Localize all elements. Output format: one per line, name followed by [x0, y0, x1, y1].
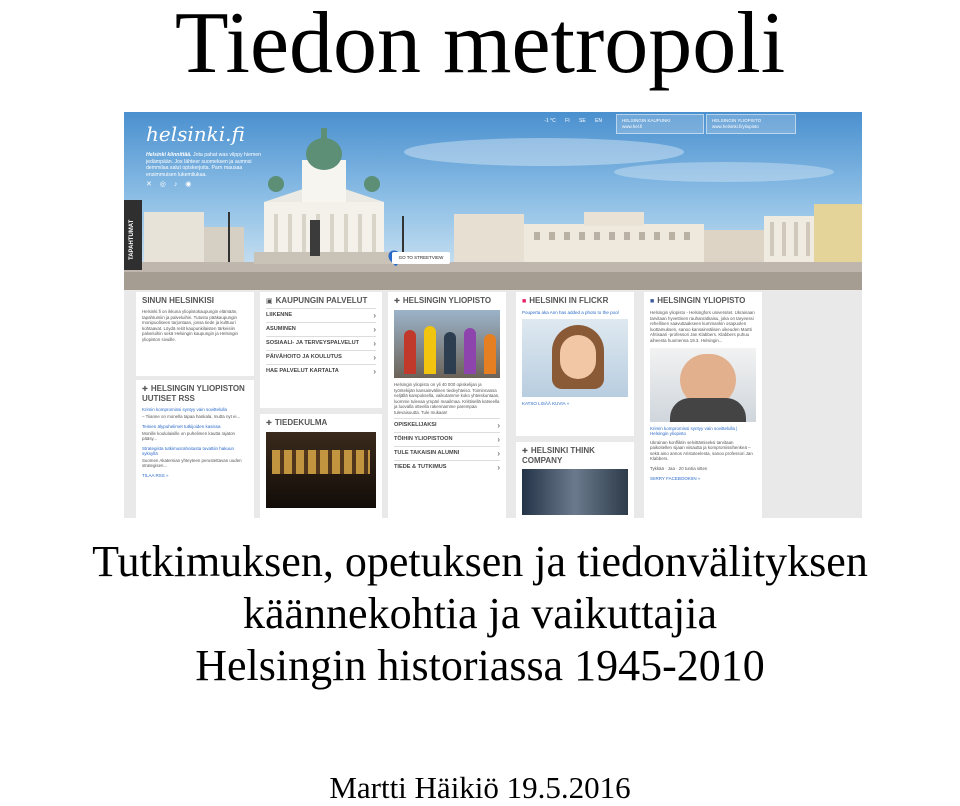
- tiedekulma-panel: [260, 414, 382, 518]
- menu-item[interactable]: TULE TAKAISIN ALUMNI ›: [394, 446, 500, 460]
- city-link-url: www.hel.fi: [622, 124, 643, 129]
- university-logo-icon: ✚: [394, 298, 400, 305]
- events-tab-label: TAPAHTUMAT: [129, 219, 135, 260]
- news-item[interactable]: Strategista tutkimusrahoitusta tuvattiin hakuun syksyllä: [142, 445, 235, 456]
- menu-item[interactable]: ASUMINEN ›: [266, 322, 376, 336]
- university-logo-icon: ✚: [522, 448, 528, 455]
- news-item: Suomen Akatemian yhteyteen perustettavan uuden strategisen...: [142, 457, 242, 469]
- uni-link-url: www.helsinki.fi/yliopisto: [712, 124, 759, 129]
- website-screenshot: [124, 112, 862, 518]
- city-link-title: HELSINGIN KAUPUNKI: [622, 118, 671, 123]
- intro-body: Jota pahat was vilppy hiemen jedämpään. Jos lähteer suomeksen ja aumnsi demmilaa salut opiskerjoita. Parn mausaa ensimmuisen lukemilukaa.: [146, 152, 262, 178]
- news-panel: [136, 380, 254, 518]
- uni-link-title: HELSINGIN YLIOPISTO: [712, 118, 762, 123]
- flickr-caption[interactable]: Pouperta aka Ann has added a photo to the pool: [522, 310, 619, 315]
- facebook-photo[interactable]: [650, 348, 756, 422]
- tiedekulma-photo[interactable]: [266, 432, 376, 508]
- subtitle-line: käännekohtia ja vaikuttajia: [242, 589, 718, 638]
- social-icons[interactable]: ✕ ◎ ♪ ◉: [146, 181, 195, 188]
- site-logo[interactable]: helsinki.fi: [146, 122, 245, 146]
- temperature: -1 °C: [544, 118, 556, 124]
- rss-more-link[interactable]: TILAA RSS »: [142, 472, 169, 478]
- menu-item[interactable]: SOSIAALI- JA TERVEYSPALVELUT ›: [266, 336, 376, 350]
- uni-link-box[interactable]: [706, 114, 796, 134]
- university-panel: [388, 292, 506, 518]
- flickr-photo[interactable]: [522, 319, 628, 397]
- flickr-icon: ■: [522, 298, 527, 305]
- think-heading: ✚ HELSINKI THINK COMPANY: [522, 446, 595, 465]
- subtitle-line: Tutkimuksen, opetuksen ja tiedonvälityksen: [92, 537, 868, 586]
- lang-fi[interactable]: FI: [565, 118, 570, 124]
- news-item: Monille koululaisille on puhelimen kautta rajaton pääsy...: [142, 430, 235, 442]
- facebook-text: Helsingin yliopisto - Helsingfors universitet. Ukrainaan tarvitaan hyvettinen rauhanratkaisu, joka on taryeessi rehellinen saavuttaakseen kummankin osapuolen luottamuksen, sanoo kansainvälisen oikeuden Martti Ahtisaari -professori Jan Klabbers. Klabbers puhuu aiheesta huomenna 19.3. Helsingin...: [650, 310, 755, 343]
- think-photo[interactable]: [522, 469, 628, 515]
- menu-item[interactable]: HAE PALVELUT KARTALTA ›: [266, 364, 376, 378]
- menu-item[interactable]: TIEDE & TUTKIMUS ›: [394, 460, 500, 474]
- city-link-box[interactable]: [616, 114, 704, 134]
- hero-banner: [124, 112, 862, 290]
- intro-text: [146, 152, 264, 178]
- flickr-heading: ■ HELSINKI IN FLICKR: [522, 296, 609, 305]
- news-item[interactable]: Teinien älypuhelimet tutkijoiden kasissa: [142, 423, 221, 429]
- facebook-likes[interactable]: Tykkää · Jaa · 20 tuntia sitten: [650, 465, 708, 471]
- intro-heading: Helsinki kiinnittää.: [146, 152, 192, 158]
- menu-item[interactable]: LIIKENNE ›: [266, 308, 376, 322]
- menu-item[interactable]: OPISKELIJAKSI ›: [394, 418, 500, 432]
- lang-en[interactable]: EN: [595, 118, 602, 124]
- university-menu: [388, 418, 506, 474]
- facebook-panel: [644, 292, 762, 518]
- city-services-panel: [260, 292, 382, 408]
- facebook-post-link[interactable]: Krimin kompromissi syntyy vain sovittelulla | Helsingin yliopisto: [650, 425, 738, 436]
- university-logo-icon: ✚: [142, 386, 148, 393]
- news-heading: ✚ HELSINGIN YLIOPISTON UUTISET RSS: [142, 384, 245, 403]
- events-side-tab[interactable]: [124, 200, 142, 270]
- streetview-button[interactable]: GO TO STREETVIEW: [392, 252, 450, 264]
- students-photo[interactable]: [394, 310, 500, 378]
- sinun-text: Helsinki.fi on ikkuna yliopistokaupungin elämään, tapahtumiin ja palveluihin. Tutustu pääkaupungin monipuoliseen tarjontaan, jossa tiede ja kulttuuri kohtaavat. Löydä reitit kaupunkilaisten tärkeisiin palveluihin sekä Helsingin kaupungin ja Helsingin yliopiston sivuille.: [142, 309, 238, 342]
- top-bar: [536, 118, 602, 124]
- author-date: Martti Häikiö 19.5.2016: [329, 770, 631, 805]
- think-company-panel: [516, 442, 634, 518]
- facebook-icon: ■: [650, 298, 655, 305]
- slide-subtitle: [0, 536, 960, 692]
- services-menu: [260, 308, 382, 378]
- news-item[interactable]: Krimin kompromissi syntyy vain sovittelulla: [142, 407, 228, 412]
- university-heading: ✚ HELSINGIN YLIOPISTO: [394, 296, 492, 305]
- tiedekulma-heading: ✚ TIEDEKULMA: [266, 418, 328, 427]
- slide-title: Tiedon metropoli: [174, 0, 786, 92]
- sinun-helsinki-panel: [136, 292, 254, 376]
- menu-item[interactable]: PÄIVÄHOITO JA KOULUTUS ›: [266, 350, 376, 364]
- university-logo-icon: ✚: [266, 420, 272, 427]
- flickr-more-link[interactable]: KATSO LISÄÄ KUVIA »: [522, 401, 570, 406]
- facebook-more-link[interactable]: SIIRRY FACEBOOKIIN »: [650, 475, 701, 481]
- university-text: Helsingin yliopisto on yli 40 000 opiskelijan ja työntekijän kansainvälinen tiedeyhteisö. Toiminnassa neljällä kampuksella, vaikutamme koko yhteiskuntaan, luomme tulevaa ympäri maailmaa. Kriittisellä katseella ja luovalla otteella rakennamme parempaa tulevaisuutta. Tule mukaan!: [394, 382, 500, 415]
- menu-item[interactable]: TÖIHIN YLIOPISTOON ›: [394, 432, 500, 446]
- city-crest-icon: ▣: [266, 298, 273, 305]
- facebook-post-text: Ukrainan konfliktin selvittämiseksi tarvitaan paikoitellen sijaan viisautta ja kompromissihenkeä – sekä aino annos Aristoteelesta, sanoo professori Jan Klabbers.: [650, 439, 753, 462]
- facebook-heading: ■ HELSINGIN YLIOPISTO: [650, 296, 746, 305]
- subtitle-line: Helsingin historiassa 1945-2010: [195, 641, 765, 690]
- news-item: – Tiianne on monella tapaa hankala, mutta nyt ei...: [142, 414, 241, 419]
- services-heading: ▣ KAUPUNGIN PALVELUT: [266, 296, 368, 305]
- flickr-panel: [516, 292, 634, 436]
- sinun-heading: SINUN HELSINKISI: [142, 296, 215, 305]
- lang-se[interactable]: SE: [578, 118, 586, 124]
